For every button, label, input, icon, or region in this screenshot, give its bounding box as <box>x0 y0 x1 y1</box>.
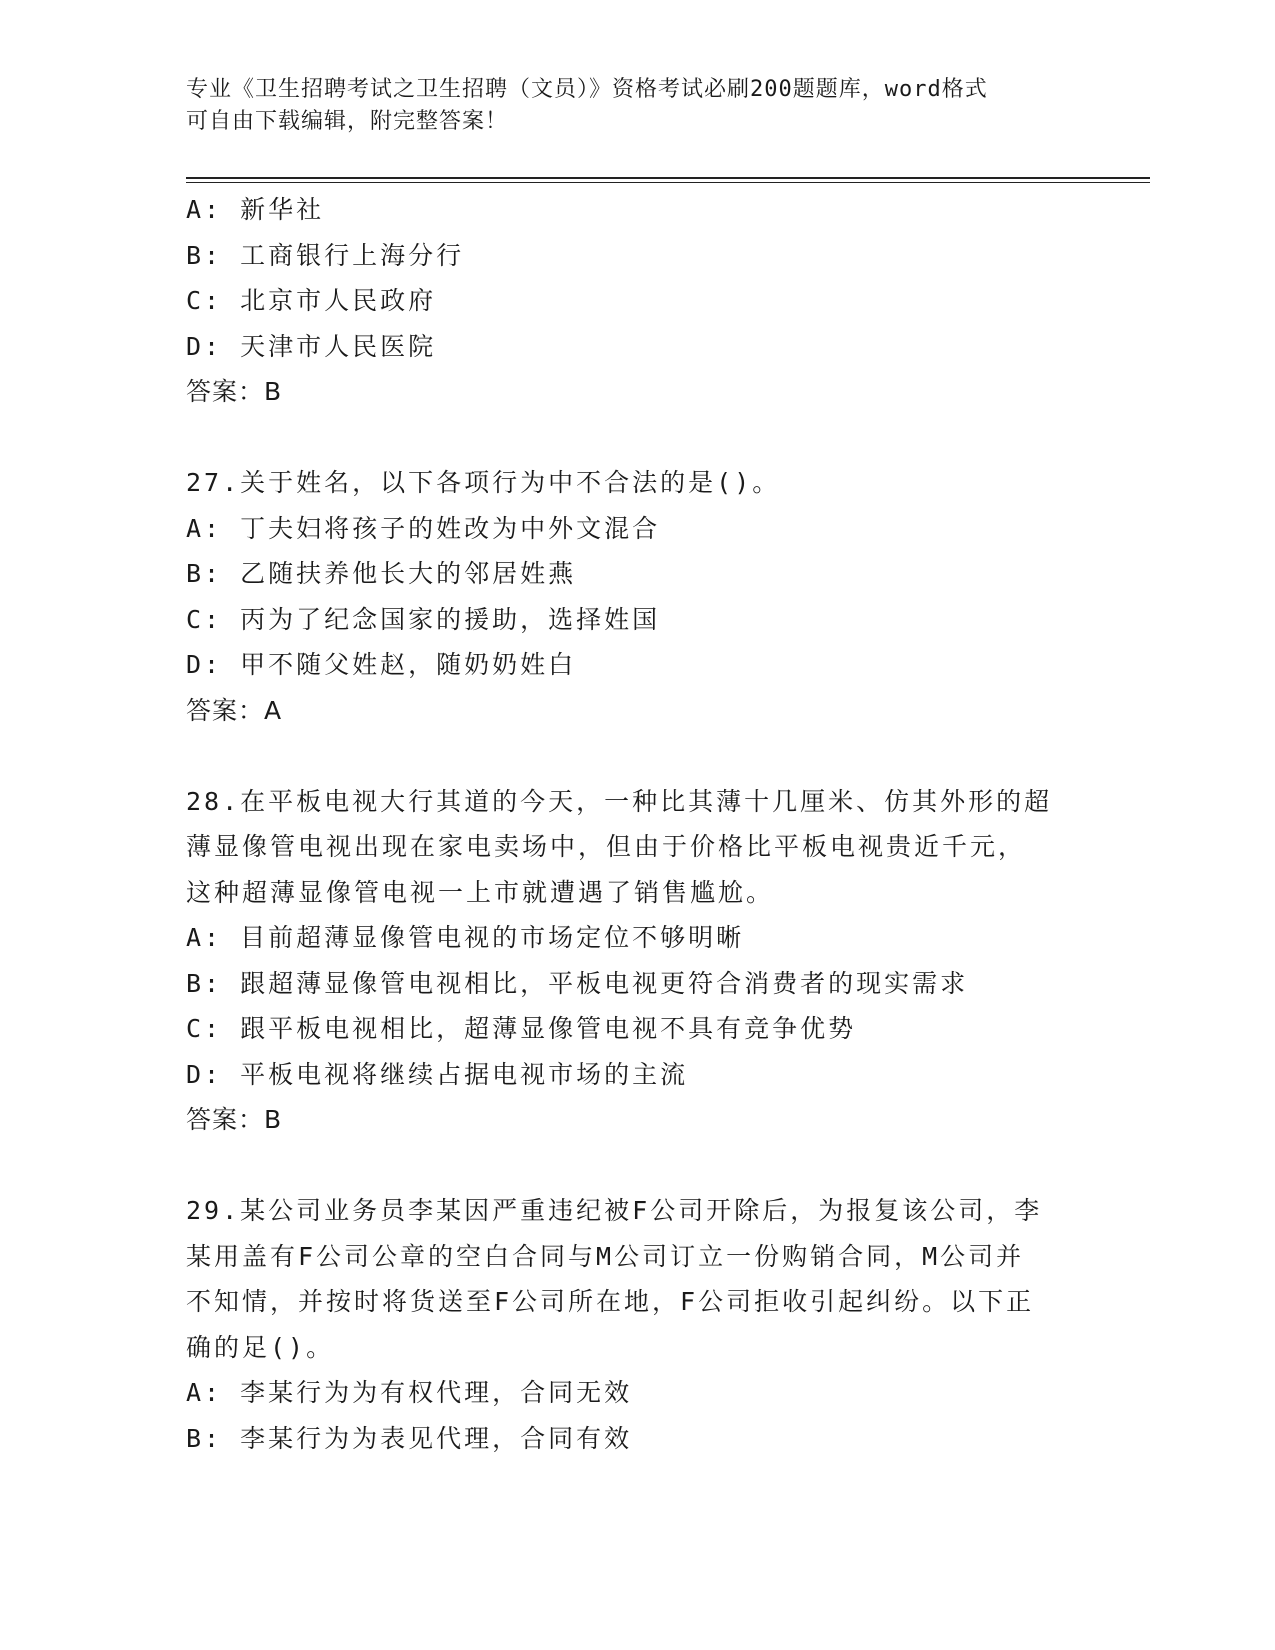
option-d: D: 甲不随父姓赵，随奶奶姓白 <box>186 650 577 679</box>
header-line-1: 专业《卫生招聘考试之卫生招聘（文员）》资格考试必刷200题题库，word格式 <box>186 77 988 102</box>
option-a: A: 丁夫妇将孩子的姓改为中外文混合 <box>186 513 661 543</box>
question-list <box>186 187 1086 1461</box>
answer-line: 答案：B <box>186 377 283 406</box>
option-c: C: 北京市人民政府 <box>186 286 437 315</box>
question-stem: 某用盖有F公司公章的空白合同与M公司订立一份购销合同，M公司并 <box>186 1241 1025 1271</box>
question-stem: 27.关于姓名，以下各项行为中不合法的是()。 <box>186 468 781 497</box>
option-b: B: 李某行为为表见代理，合同有效 <box>186 1423 633 1453</box>
document-header <box>186 74 1066 138</box>
question-29 <box>186 1188 1086 1461</box>
question-27 <box>186 460 1086 733</box>
question-stem: 不知情，并按时将货送至F公司所在地，F公司拒收引起纠纷。以下正 <box>186 1287 1035 1316</box>
option-b: B: 工商银行上海分行 <box>186 240 465 270</box>
question-stem: 确的足()。 <box>186 1332 335 1362</box>
spacer <box>186 415 1086 461</box>
option-b: B: 乙随扶养他长大的邻居姓燕 <box>186 559 577 588</box>
question-stem: 29.某公司业务员李某因严重违纪被F公司开除后，为报复该公司，李 <box>186 1196 1043 1225</box>
option-c: C: 丙为了纪念国家的援助，选择姓国 <box>186 604 661 634</box>
option-a: A: 李某行为为有权代理，合同无效 <box>186 1378 633 1407</box>
question-28 <box>186 779 1086 1143</box>
question-stem: 28.在平板电视大行其道的今天，一种比其薄十几厘米、仿其外形的超 <box>186 786 1053 816</box>
option-b: B: 跟超薄显像管电视相比，平板电视更符合消费者的现实需求 <box>186 968 969 998</box>
option-d: D: 平板电视将继续占据电视市场的主流 <box>186 1059 689 1089</box>
question-26 <box>186 187 1086 415</box>
header-divider <box>186 177 1150 183</box>
question-stem: 这种超薄显像管电视一上市就遭遇了销售尴尬。 <box>186 877 775 907</box>
option-d: D: 天津市人民医院 <box>186 331 437 361</box>
option-c: C: 跟平板电视相比，超薄显像管电视不具有竞争优势 <box>186 1014 857 1043</box>
spacer <box>186 1143 1086 1189</box>
answer-line: 答案：B <box>186 1105 283 1134</box>
answer-line: 答案：A <box>186 695 283 725</box>
question-stem: 薄显像管电视出现在家电卖场中，但由于价格比平板电视贵近千元， <box>186 832 1027 861</box>
option-a: A: 新华社 <box>186 195 325 224</box>
option-a: A: 目前超薄显像管电视的市场定位不够明晰 <box>186 923 745 952</box>
spacer <box>186 733 1086 779</box>
header-line-2: 可自由下载编辑，附完整答案！ <box>186 109 509 134</box>
